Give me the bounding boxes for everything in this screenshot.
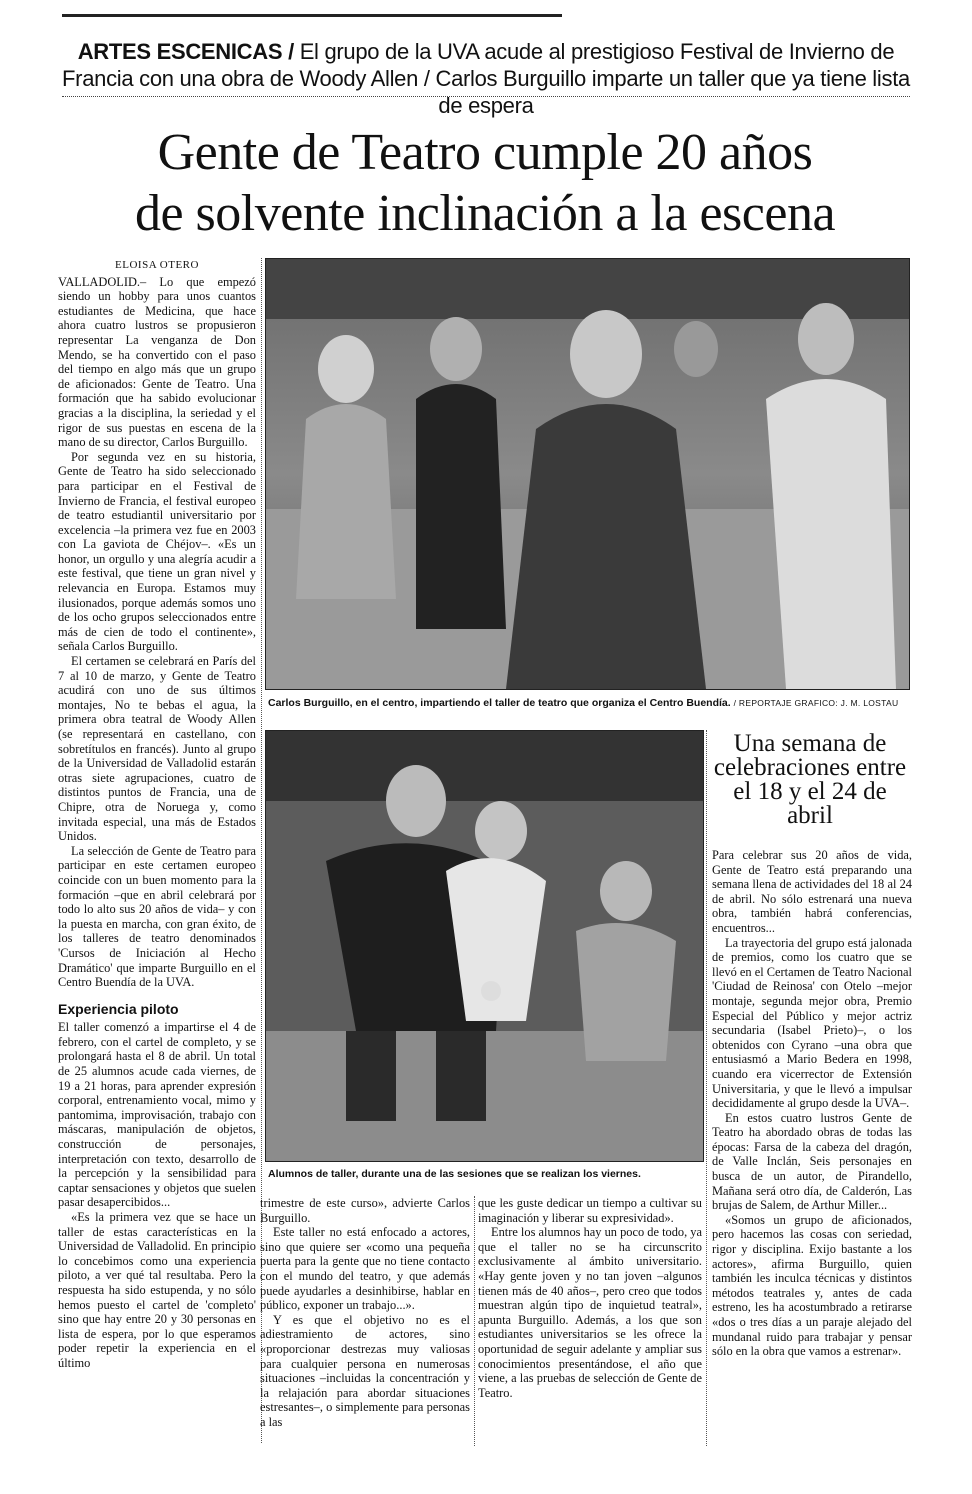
kicker-divider (62, 96, 910, 97)
photo-image (266, 731, 703, 1161)
sidebar-divider (706, 730, 707, 1446)
article-paragraph: Por segunda vez en su historia, Gente de Teatro ha sido seleccionado para participar en el Festival de Invierno de Francia, el festival europeo de teatro estudiantil universitario por excelencia –la primera vez fue en 2003 con La gaviota de Chéjov–. «Es un honor, un orgullo y una alegría acudir a este festival, que tiene un gran nivel y relevancia en Europa. Estamos muy ilusionados, porque además somos uno de los ocho grupos seleccionados entre más de cien de todo el continente», señala Carlos Burguillo. (58, 449, 256, 654)
subheading: Experiencia piloto (58, 1000, 179, 1017)
byline: ELOISA OTERO (115, 259, 199, 271)
article-paragraph: La selección de Gente de Teatro para participar en este certamen europeo coincide con un buen momento para la formación –que en abril celebrará por todo lo alto sus 20 años de vida– y con la puesta en marcha, con gran éxito, de los talleres de teatro denominados 'Cursos de Iniciación al Hecho Dramático' que imparte Burguillo en el Centro Buendía de la UVA. (58, 843, 256, 990)
headline (40, 122, 930, 244)
dateline: VALLADOLID.– (58, 274, 147, 289)
article-paragraph: Entre los alumnos hay un poco de todo, ya que el taller no se ha circunscrito exclusivamente al ámbito universitario. «Hay gente joven y no tan joven –algunos tienen más de 40 años–, pero creo que todos muestran algún tipo de inquietud teatral», apunta Burguillo. Además, a los que son estudiantes universitarios se les ofrece la oportunidad de seguir adelante y ampliar sus conocimientos presentándose, el año que viene, a las pruebas de selección de Gente de Teatro. (478, 1225, 702, 1400)
photo-workshop-director (265, 258, 910, 690)
sidebar-column (712, 848, 912, 1359)
article-paragraph (58, 275, 256, 450)
column-divider (474, 1196, 475, 1446)
article-paragraph: trimestre de este curso», advierte Carlos Burguillo. (260, 1196, 470, 1225)
kicker (62, 38, 910, 119)
photo-image (266, 259, 909, 689)
article-text: Lo que empezó siendo un hobby para unos cuantos estudiantes de Medicina, que hace ahora cuatro lustros se propusieron representar La venganza de Don Mendo, se ha convertido con el paso del tiempo en algo más que un grupo de aficionados: Gente de Teatro. Una formación que ha sabido evolucionar gracias a la disciplina, la seriedad y el rigor de sus puestas en escena de la mano de su director, Carlos Burguillo. (58, 274, 256, 450)
headline-line-2: de solvente inclinación a la escena (134, 185, 836, 242)
middle-column-b (478, 1196, 702, 1400)
sidebar-title: Una semana de celebraciones entre el 18 y el 24 de abril (713, 730, 907, 829)
middle-column-a (260, 1196, 470, 1430)
photo-workshop-students (265, 730, 704, 1162)
section-label: ARTES ESCENICAS (77, 39, 283, 64)
sidebar-paragraph: La trayectoria del grupo está jalonada de premios, como los cuatro que se llevó en el Certamen de Teatro Nacional 'Ciudad de Reinosa' con Otelo –mejor montaje, segunda mejor obra, Premio Especial del Público y mejor actriz secundaria (Isabel Prieto)–, o los obtenidos con Cyrano –una obra que entusiasmó a Mario Bedera en 1998, cuando era vicerrector de Extensión Universitaria, y que le llevó a impulsar decididamente al grupo desde la UVA–. (712, 935, 912, 1111)
article-paragraph: El taller comenzó a impartirse el 4 de febrero, con el cartel de completo, y se prolongará hasta el 8 de abril. Un total de 25 alumnos acude cada viernes, de 19 a 21 horas, para aprender expresión corporal, entrenamiento vocal, mimo y pantomima, improvisación, trabajo con máscaras, manipulación de objetos, construcción de personajes, interpretación con texto, desarrollo de la percepción y la sensibilidad para captar sensaciones y objetos que suelen pasar desapercibidos... (58, 1020, 256, 1210)
sidebar-paragraph: «Somos un grupo de aficionados, pero hacemos las cosas con seriedad, rigor y disciplina. Exijo bastante a los actores», afirma Burguillo, quien también les inculca técnicas y distintos métodos teatrales y, antes de cada estreno, les ha acostumbrado a retirarse «dos o tres días a un paraje alejado del mundanal ruido para trabajar y pensar sólo en la obra que vamos a estrenar». (712, 1212, 912, 1359)
article-paragraph: que les guste dedicar un tiempo a cultivar su imaginación y liberar su expresividad». (478, 1196, 702, 1225)
article-paragraph: Este taller no está enfocado a actores, sino que quiere ser «como una pequeña puerta para la gente que no tiene contacto con el mundo del teatro, y que además puede ayudarles a desinhibirse, hablar en público, exponer un trabajo...». (260, 1225, 470, 1313)
sidebar-paragraph: Para celebrar sus 20 años de vida, Gente de Teatro está preparando una semana llena de actividades del 18 al 24 de abril. No sólo estrenará una nueva obra, también habrá conferencias, encuentros... (712, 848, 912, 935)
article-paragraph: El certamen se celebrará en París del 7 al 10 de marzo, y Gente de Teatro acudirá con uno de sus últimos montajes, No te bebas el agua, la primera obra teatral de Woody Allen (se representará en castellano, con sobretítulos en francés). Junto al grupo de la Universidad de Valladolid estarán otras siete agrupaciones, cuatro de distintos puntos de Francia, una de Chipre, otra de Noruega y, como invitada especial, una más de Estados Unidos. (58, 654, 256, 844)
sidebar-paragraph: En estos cuatro lustros Gente de Teatro ha abordado obras de todas las épocas: Farsa de la cabeza del dragón, de Valle Inclán, Seis personajes en busca de un autor, de Pirandello, Mañana será otro día, de Calderón, Las brujas de Salem, de Arthur Miller... (712, 1110, 912, 1213)
kicker-text: El grupo de la UVA acude al prestigioso Festival de Invierno de Francia con una obra de Woody Allen / Carlos Burguillo imparte un taller que ya tiene lista de espera (62, 39, 910, 118)
photo-caption-2: Alumnos de taller, durante una de las sesiones que se realizan los viernes. (268, 1168, 641, 1180)
headline-line-1: Gente de Teatro cumple 20 años (157, 124, 813, 181)
caption-text: Carlos Burguillo, en el centro, impartiendo el taller de teatro que organiza el Centro Buendía. (268, 697, 731, 709)
top-rule (62, 14, 562, 17)
photo-caption-1 (268, 697, 913, 709)
article-paragraph: Y es que el objetivo no es el adiestramiento de actores, sino «proporcionar destrezas muy valiosas para cualquier persona en numerosas situaciones –incluidas la concentración y la relajación para abordar situaciones estresantes–, o simplemente para personas a las (260, 1312, 470, 1429)
photo-credit: / REPORTAJE GRAFICO: J. M. LOSTAU (733, 698, 899, 708)
left-column (58, 258, 256, 1371)
kicker-separator: / (288, 39, 294, 64)
article-paragraph: «Es la primera vez que se hace un taller de estas características en la Universidad de Valladolid. En principio lo concebimos como una experiencia piloto, a ver qué tal resultaba. Pero la respuesta ha sido estupenda, y no sólo hemos puesto el cartel de 'completo' sino que hay entre 20 y 30 personas en lista de espera, por lo que esperamos poder repetir la experiencia en el último (58, 1210, 256, 1370)
